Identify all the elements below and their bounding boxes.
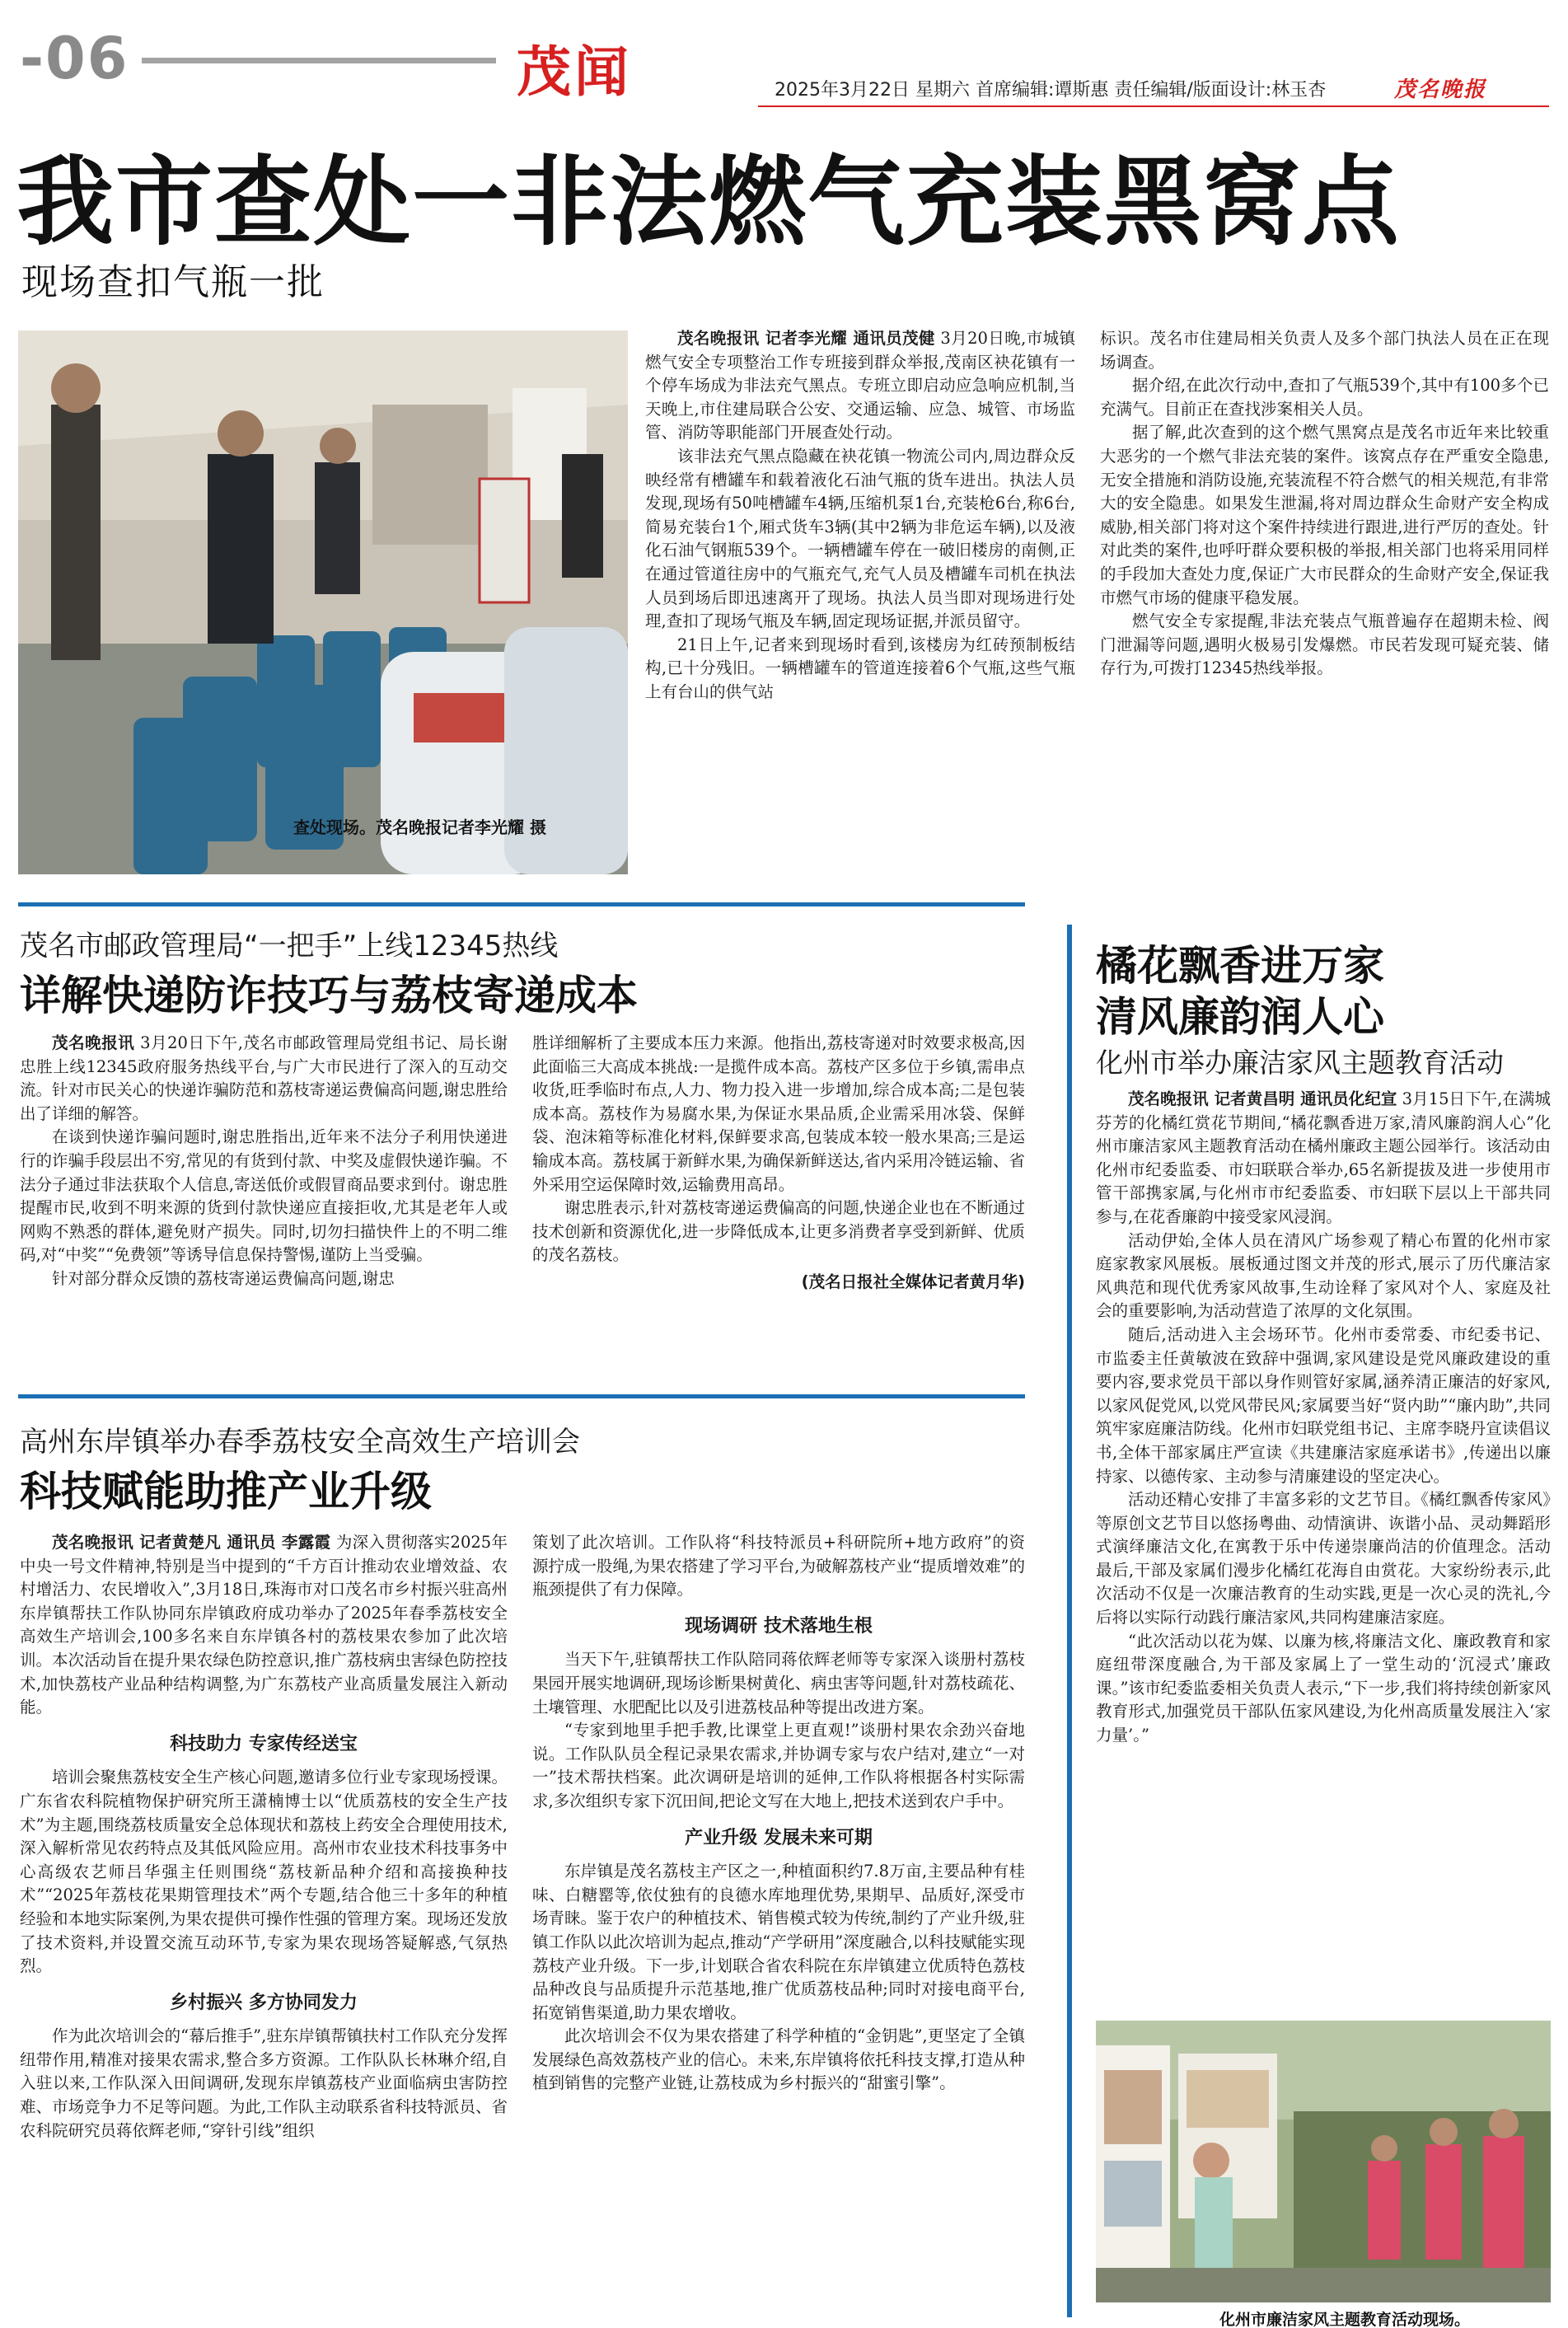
integrity-paragraph: “此次活动以花为媒、以廉为核,将廉洁文化、廉政教育和家庭纽带深度融合,为干部及家属上了一堂生动的‘沉浸式’廉政课。”该市纪委监委相关负责人表示,“下一步,我们将持续创新家风教育形式,加强党员干部队伍家风建设,为化州高质量发展注入‘家力量’。”: [1096, 1631, 1551, 1745]
lychee-paragraph: 东岸镇是茂名荔枝主产区之一,种植面积约7.8万亩,主要品种有桂味、白糖罂等,依仗独有的良德水库地理优势,果期早、品质好,深受市场青睐。鉴于农户的种植技术、销售模式较为传统,制约了产业升级,驻镇工作队以此次培训为起点,推动“产学研用”深度融合,以科技赋能实现荔枝产业升级。下一步,计划联合省农科院在东岸镇建立优质特色荔枝品种改良与品质提升示范基地,推广优质荔枝品种;同时对接电商平台,拓宽销售渠道,助力果农增收。: [532, 1862, 1025, 2022]
lychee-paragraph: 此次培训会不仅为果农搭建了科学种植的“金钥匙”,更坚定了全镇发展绿色高效荔枝产业的信心。未来,东岸镇将依托科技支撑,打造从种植到销售的完整产业链,让荔枝成为乡村振兴的“甜蜜引擎”。: [532, 2026, 1025, 2093]
lead-paragraph: 据介绍,在此次行动中,查扣了气瓶539个,其中有100多个已充满气。目前正在查找涉案相关人员。: [1100, 376, 1549, 419]
lychee-byline: 茂名晚报讯 记者黄楚凡 通讯员 李露霞: [52, 1533, 331, 1552]
date-credits: 2025年3月22日 星期六 首席编辑:谭斯惠 责任编辑/版面设计:林玉杏: [775, 80, 1327, 101]
integrity-photo: [1096, 2021, 1551, 2302]
lead-paragraph: 标识。茂名市住建局相关负责人及多个部门执法人员在正在现场调查。: [1100, 329, 1549, 372]
postal-credit: (茂名日报社全媒体记者黄月华): [801, 1272, 1025, 1291]
page-number: -06: [20, 25, 129, 92]
postal-paragraph: 在谈到快递诈骗问题时,谢忠胜指出,近年来不法分子利用快递进行的诈骗手段层出不穷,常见的有货到付款、中奖及虚假快递诈骗。不法分子通过非法获取个人信息,寄送低价或假冒商品要求到付。谢忠胜提醒市民,收到不明来源的货到付款快递应直接拒收,尤其是老年人或网购不熟悉的群体,避免财产损失。同时,切勿扫描快件上的不明二维码,对“中奖”“免费领”等诱导信息保持警惕,谨防上当受骗。: [20, 1127, 508, 1265]
lychee-headline: 科技赋能助推产业升级: [20, 1468, 432, 1515]
lead-byline: 茂名晚报讯 记者李光耀 通讯员茂健: [677, 329, 935, 348]
page-number-rule: [142, 58, 496, 63]
lychee-subheading: 产业升级 发展未来可期: [685, 1827, 873, 1848]
lychee-paragraph: “专家到地里手把手教,比课堂上更直观!”谈册村果农余劲兴奋地说。工作队队员全程记录果农需求,并协调专家与农户结对,建立“一对一”技术帮扶档案。此次调研是培训的延伸,工作队将根据各村实际需求,多次组织专家下沉田间,把论文写在大地上,把技术送到农户手中。: [532, 1721, 1025, 1810]
integrity-paragraph: 活动还精心安排了丰富多彩的文艺节目。《橘红飘香传家风》等原创文艺节目以悠扬粤曲、动情演讲、诙谐小品、灵动舞蹈形式演绎廉洁文化,在寓教于乐中传递崇廉尚洁的价值理念。活动最后,干部及家属们漫步化橘红花海自由赏花。大家纷纷表示,此次活动不仅是一次廉洁教育的生动实践,更是一次心灵的洗礼,今后将以实际行动践行廉洁家风,共同构建廉洁家庭。: [1096, 1490, 1551, 1628]
lead-paragraph: 该非法充气黑点隐藏在袂花镇一物流公司内,周边群众反映经常有槽罐车和载着液化石油气瓶的货车进出。执法人员发现,现场有50吨槽罐车4辆,压缩机泵1台,充装枪6台,称6台,简易充装台1个,厢式货车3辆(其中2辆为非危运车辆),以及液化石油气钢瓶539个。一辆槽罐车停在一破旧楼房的南侧,正在通过管道往房中的气瓶充气,充气人员及槽罐车司机在执法人员到场后即迅速离开了现场。执法人员当即对现场进行处理,查扣了现场气瓶及车辆,固定现场证据,并派员留守。: [645, 446, 1075, 631]
lychee-paragraph: 当天下午,驻镇帮扶工作队陪同蒋依辉老师等专家深入谈册村荔枝果园开展实地调研,现场诊断果树黄化、病虫害等问题,针对荔枝疏花、土壤管理、水肥配比以及引进荔枝品种等提出改进方案。: [532, 1650, 1025, 1717]
postal-headline: 详解快递防诈技巧与荔枝寄递成本: [20, 972, 638, 1019]
postal-kicker: 茂名市邮政管理局“一把手”上线12345热线: [20, 930, 559, 963]
paper-logo: 茂名晚报: [1394, 77, 1487, 102]
lychee-kicker: 高州东岸镇举办春季荔枝安全高效生产培训会: [20, 1426, 580, 1459]
integrity-column: [1096, 1088, 1551, 2017]
integrity-headline-line1: 橘花飘香进万家: [1096, 942, 1384, 990]
lead-paragraph: 据了解,此次查到的这个燃气黑窝点是茂名市近年来比较重大恶劣的一个燃气非法充装的案件。该窝点存在严重安全隐患,无安全措施和消防设施,充装流程不符合燃气的相关规范,有非常大的安全隐患。如果发生泄漏,将对周边群众生命财产安全构成威胁,相关部门将对这个案件持续进行跟进,进行严厉的查处。针对此类的案件,也呼吁群众要积极的举报,相关部门也将采用同样的手段加大查处力度,保证广大市民群众的生命财产安全,保证我市燃气市场的健康平稳发展。: [1100, 423, 1549, 607]
lychee-column-1: [20, 1531, 508, 2318]
lychee-subheading: 乡村振兴 多方协同发力: [170, 1992, 358, 2013]
postal-column-1: [20, 1032, 508, 1376]
postal-paragraph: 针对部分群众反馈的荔枝寄递运费偏高问题,谢忠: [52, 1268, 395, 1288]
integrity-paragraph: 活动伊始,全体人员在清风广场参观了精心布置的化州市家庭家教家风展板。展板通过图文并茂的形式,展示了历代廉洁家风典范和现代优秀家风故事,生动诠释了家风对个人、家庭及社会的重要影响,为活动营造了浓厚的文化氛围。: [1096, 1230, 1551, 1321]
postal-column-2: [532, 1032, 1025, 1376]
lead-paragraph: 燃气安全专家提醒,非法充装点气瓶普遍存在超期未检、阀门泄漏等问题,遇明火极易引发爆燃。市民若发现可疑充装、储存行为,可拨打12345热线举报。: [1100, 611, 1549, 678]
section-name: 茂闻: [517, 40, 632, 104]
lychee-paragraph: 策划了此次培训。工作队将“科技特派员+科研院所+地方政府”的资源拧成一股绳,为果农搭建了学习平台,为破解荔枝产业“提质增效难”的瓶颈提供了有力保障。: [532, 1533, 1025, 1600]
lead-photo-caption: 查处现场。茂名晚报记者李光耀 摄: [293, 817, 546, 837]
lead-photo: [18, 330, 628, 874]
section-divider: [18, 1394, 1025, 1398]
masthead-rule: [758, 105, 1549, 107]
postal-byline: 茂名晚报讯: [52, 1033, 135, 1052]
lead-column-2: [1100, 327, 1549, 892]
lychee-paragraph: 作为此次培训会的“幕后推手”,驻东岸镇帮镇扶村工作队充分发挥纽带作用,精准对接果农需求,整合多方资源。工作队队长林琳介绍,自入驻以来,工作队深入田间调研,发现东岸镇荔枝产业面临病虫害防控难、市场竞争力不足等问题。为此,工作队主动联系省科技特派员、省农科院研究员蒋依辉老师,“穿针引线”组织: [20, 2026, 508, 2140]
lead-headline: 我市查处一非法燃气充装黑窝点: [16, 145, 1402, 259]
lead-column-1: [645, 327, 1075, 892]
section-divider: [18, 902, 1025, 906]
lychee-subheading: 科技助力 专家传经送宝: [170, 1733, 358, 1754]
lead-paragraph: 21日上午,记者来到现场时看到,该楼房为红砖预制板结构,已十分残旧。一辆槽罐车的管道连接着6个气瓶,这些气瓶上有台山的供气站: [645, 635, 1075, 701]
lead-paragraph: 3月20日晚,市城镇燃气安全专项整治工作专班接到群众举报,茂南区袂花镇有一个停车场成为非法充气黑点。专班立即启动应急响应机制,当天晚上,市住建局联合公安、交通运输、应急、城管、市场监管、消防等职能部门开展查处行动。: [645, 329, 1075, 443]
integrity-byline: 茂名晚报讯 记者黄昌明 通讯员化纪宣: [1128, 1089, 1397, 1108]
integrity-paragraph: 3月15日下午,在满城芬芳的化橘红赏花节期间,“橘花飘香进万家,清风廉韵润人心”化州市廉洁家风主题教育活动在橘州廉政主题公园举行。该活动由化州市纪委监委、市妇联联合举办,65名新提拔及进一步使用市管干部携家属,与化州市市纪委监委、市妇联下层以上干部共同参与,在花香廉韵中接受家风浸润。: [1096, 1089, 1551, 1226]
postal-paragraph: 3月20日下午,茂名市邮政管理局党组书记、局长谢忠胜上线12345政府服务热线平台,与广大市民进行了深入的互动交流。针对市民关心的快递诈骗防范和荔枝寄递运费偏高问题,谢忠胜给出了详细的解答。: [20, 1033, 508, 1123]
integrity-accent-bar: [1067, 925, 1072, 2317]
postal-paragraph: 胜详细解析了主要成本压力来源。他指出,荔枝寄递对时效要求极高,因此面临三大高成本挑战:一是揽件成本高。荔枝产区多位于乡镇,需串点收货,旺季临时布点,人力、物力投入进一步增加,综合成本高;二是包装成本高。荔枝作为易腐水果,为保证水果品质,企业需采用冰袋、保鲜袋、泡沫箱等标准化材料,保鲜要求高,包装成本较一般水果高;三是运输成本高。荔枝属于新鲜水果,为确保新鲜送达,省内采用冷链运输、省外采用空运保障时效,运输费用高昂。: [532, 1033, 1025, 1194]
integrity-headline-line2: 清风廉韵润人心: [1096, 993, 1384, 1041]
lychee-paragraph: 为深入贯彻落实2025年中央一号文件精神,特别是当中提到的“千方百计推动农业增效益、农村增活力、农民增收入”,3月18日,珠海市对口茂名市乡村振兴驻高州东岸镇帮扶工作队协同东岸镇政府成功举办了2025年春季荔枝安全高效生产培训会,100多名来自东岸镇各村的荔枝果农参加了此次培训。本次活动旨在提升果农绿色防控意识,推广荔枝病虫害绿色防控技术,加快荔枝产业品种结构调整,为广东荔枝产业高质量发展注入新动能。: [20, 1533, 508, 1717]
integrity-paragraph: 随后,活动进入主会场环节。化州市委常委、市纪委书记、市监委主任黄敏波在致辞中强调,家风建设是党风廉政建设的重要内容,要求党员干部以身作则管好家属,涵养清正廉洁的好家风,以家风促党风,以党风带民风;家属要当好“贤内助”“廉内助”,共同筑牢家庭廉洁防线。化州市妇联党组书记、主席李晓丹宣读倡议书,全体干部家属庄严宣读《共建廉洁家庭承诺书》,传递出以廉持家、以德传家、主动参与清廉建设的坚定决心。: [1096, 1324, 1551, 1486]
lychee-subheading: 现场调研 技术落地生根: [685, 1615, 873, 1637]
lychee-paragraph: 培训会聚焦荔枝安全生产核心问题,邀请多位行业专家现场授课。广东省农科院植物保护研究所王潇楠博士以“优质荔枝的安全生产技术”为主题,围绕荔枝质量安全总体现状和荔枝上药安全合理使用技术,深入解析常见农药特点及其低风险应用。高州市农业技术科技事务中心高级农艺师吕华强主任则围绕“荔枝新品种介绍和高接换种技术”“2025年荔枝花果期管理技术”两个专题,结合他三十多年的种植经验和本地实际案例,为果农提供可操作性强的管理方案。现场还发放了技术资料,并设置交流互动环节,专家为果农现场答疑解惑,气氛热烈。: [20, 1768, 508, 1976]
postal-paragraph: 谢忠胜表示,针对荔枝寄递运费偏高的问题,快递企业也在不断通过技术创新和资源优化,进一步降低成本,让更多消费者享受到新鲜、优质的茂名荔枝。: [532, 1198, 1025, 1265]
lychee-column-2: [532, 1531, 1025, 2318]
integrity-subhead: 化州市举办廉洁家风主题教育活动: [1096, 1047, 1504, 1079]
lead-subhead: 现场查扣气瓶一批: [21, 261, 325, 303]
integrity-photo-caption: 化州市廉洁家风主题教育活动现场。: [1219, 2311, 1471, 2328]
